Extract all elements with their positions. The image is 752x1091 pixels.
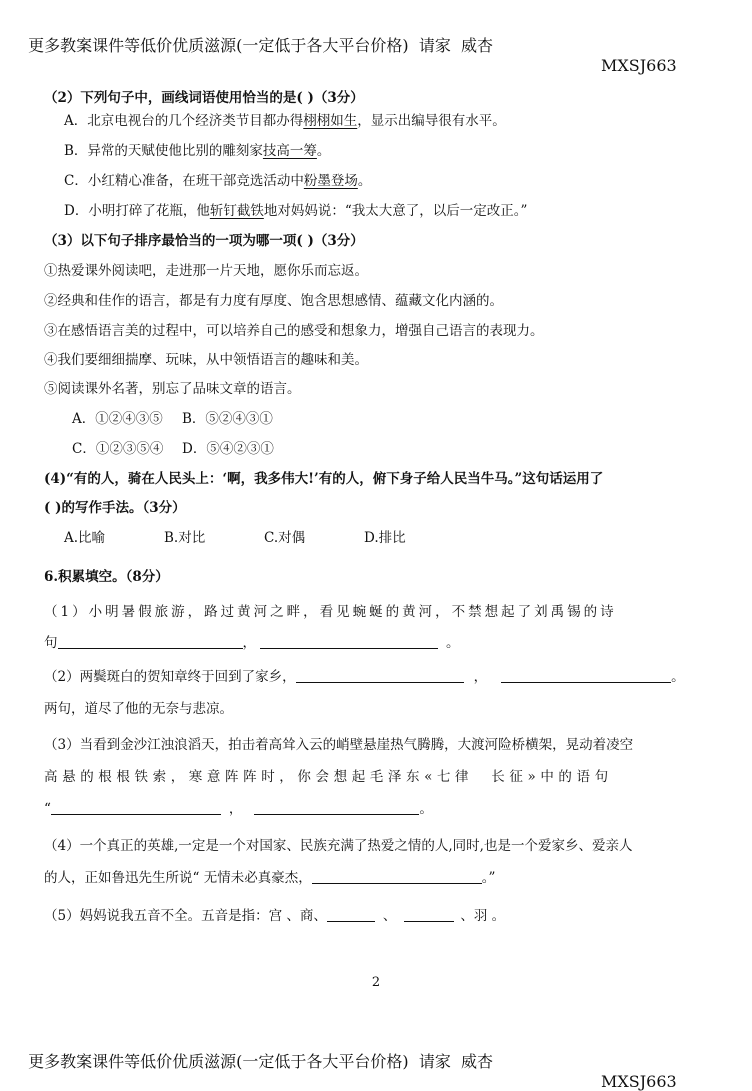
q2-option-d: [64, 199, 527, 219]
q4-option-d: D.排比: [364, 530, 406, 546]
q6-item-2-end: 。: [671, 669, 685, 685]
q2-c-text: C．小红精心准备，在班干部竞选活动中: [64, 173, 304, 189]
q6-item-2-line-2: 两句，道尽了他的无奈与悲凉。: [44, 701, 233, 717]
q6-item-4-line-1: （4）一个真正的英雄,一定是一个对国家、民族充满了热爱之情的人,同时,也是一个爱家乡、爱亲人: [44, 838, 633, 854]
q2-d-underlined: 斩钉截铁: [209, 203, 264, 219]
footer-code: MXSJ663: [601, 1072, 677, 1091]
q3-options-row-2: [72, 437, 274, 457]
q6-item-1-blank-1[interactable]: [58, 634, 243, 649]
q2-a-underlined: 栩栩如生: [303, 113, 358, 129]
q4-option-c: C.对偶: [264, 530, 306, 546]
q6-item-1-blank-2[interactable]: [260, 634, 438, 649]
page-header: [18, 14, 738, 75]
q2-b-underlined: 技高一筹: [262, 143, 317, 159]
q4-options: [64, 526, 406, 546]
q6-item-1-end: 。: [446, 635, 460, 651]
q6-item-1-line-2: [44, 631, 460, 651]
q3-sentence-2: ②经典和佳作的语言，都是有力度有厚度、饱含思想感情、蕴藏文化内涵的。: [44, 293, 503, 309]
q2-c-text-end: 。: [357, 173, 372, 189]
q2-b-text: B．异常的天赋使他比别的雕刻家: [64, 143, 263, 159]
q2-a-text-end: ，显示出编导很有水平。: [357, 113, 506, 129]
q6-item-2-text: （2）两鬓斑白的贺知章终于回到了家乡，: [44, 669, 296, 685]
q6-item-5-end: 、羽 。: [460, 908, 506, 924]
q6-item-5-text: （5）妈妈说我五音不全。五音是指：宫 、商、: [44, 908, 327, 924]
q2-b-text-end: 。: [316, 143, 331, 159]
q2-stem: （2）下列句子中，画线词语使用恰当的是( )（3分）: [44, 90, 364, 106]
q6-item-5-separator: 、: [382, 908, 397, 924]
header-text: 更多教案课件等低价优质滋源(一定低于各大平台价格) 请家 威杏: [28, 36, 494, 55]
q4-stem-line-1: (4)“有的人，骑在人民头上：‘啊，我多伟大!’有的人，俯下身子给人民当牛马。”这句话运用了: [44, 471, 604, 487]
q6-item-3-line-3: [44, 797, 433, 817]
q6-item-1-prefix: 句: [44, 635, 58, 651]
q2-c-underlined: 粉墨登场: [303, 173, 358, 189]
q4-option-b: B.对比: [164, 530, 206, 546]
q6-item-5: [44, 904, 505, 924]
q2-a-text: A．北京电视台的几个经济类节目都办得: [64, 113, 304, 129]
q6-item-3-blank-1[interactable]: [51, 800, 221, 815]
q3-stem: （3）以下句子排序最恰当的一项为哪一项( )（3分）: [44, 233, 364, 249]
q6-item-4-line-2: [44, 866, 495, 886]
q3-sentence-3: ③在感悟语言美的过程中，可以培养自己的感受和想象力，增强自己语言的表现力。: [44, 323, 544, 339]
q6-item-4-blank[interactable]: [312, 869, 482, 884]
q6-item-3-separator: ，: [228, 801, 243, 817]
q4-stem-line-2: ( )的写作手法。（3分）: [44, 500, 186, 516]
q3-sentence-1: ①热爱课外阅读吧，走进那一片天地，愿你乐而忘返。: [44, 263, 368, 279]
page-number: 2: [371, 975, 381, 990]
footer-text: 更多教案课件等低价优质滋源(一定低于各大平台价格) 请家 威杏: [28, 1052, 494, 1071]
q6-title: 6.积累填空。（8分）: [44, 569, 169, 585]
q6-item-1-separator: ，: [242, 635, 256, 651]
q6-item-3-line-1: （3）当看到金沙江浊浪滔天，拍击着高耸入云的峭壁悬崖热气腾腾，大渡河险桥横架，晃动着凌空: [44, 737, 634, 753]
q2-d-text-end: 地对妈妈说：“我太大意了，以后一定改正。”: [263, 203, 528, 219]
q6-item-3-blank-2[interactable]: [254, 800, 419, 815]
q2-option-a: [64, 109, 506, 129]
q4-option-a: A.比喻: [64, 530, 106, 546]
q3-options-row-1: [72, 407, 273, 427]
q3-sentence-4: ④我们要细细揣摩、玩味，从中领悟语言的趣味和美。: [44, 352, 368, 368]
q3-sentence-5: ⑤阅读课外名著，别忘了品味文章的语言。: [44, 381, 301, 397]
q6-item-1-line-1: （1）小明暑假旅游，路过黄河之畔，看见蜿蜒的黄河，不禁想起了刘禹锡的诗: [44, 604, 617, 620]
q6-item-2-blank-1[interactable]: [296, 668, 464, 683]
q6-item-4-text: 的人，正如鲁迅先生所说“ 无情未必真豪杰，: [44, 870, 312, 886]
q6-item-3-line-2: 高悬的根根铁索，寒意阵阵时，你会想起毛泽东«七律 长征»中的语句: [44, 769, 613, 785]
q6-item-2-line-1: [44, 665, 685, 685]
q6-item-3-open-quote: “: [44, 801, 51, 817]
q6-item-3-end: 。: [419, 801, 433, 817]
q2-option-c: [64, 169, 371, 189]
q6-item-5-blank-2[interactable]: [404, 907, 454, 922]
q6-item-4-end: 。”: [481, 870, 496, 886]
page-footer: [18, 1030, 738, 1091]
q6-item-2-blank-2[interactable]: [501, 668, 671, 683]
q6-item-5-blank-1[interactable]: [327, 907, 375, 922]
q3-option-c: C．①②③⑤④: [72, 441, 164, 457]
q2-option-b: [64, 139, 330, 159]
q3-option-d: D．⑤④②③①: [182, 441, 274, 457]
q3-option-b: B．⑤②④③①: [182, 411, 273, 427]
q2-d-text: D．小明打碎了花瓶，他: [64, 203, 210, 219]
q3-option-a: A．①②④③⑤: [72, 411, 163, 427]
header-code: MXSJ663: [601, 56, 677, 75]
q6-item-2-separator: ，: [473, 669, 488, 685]
